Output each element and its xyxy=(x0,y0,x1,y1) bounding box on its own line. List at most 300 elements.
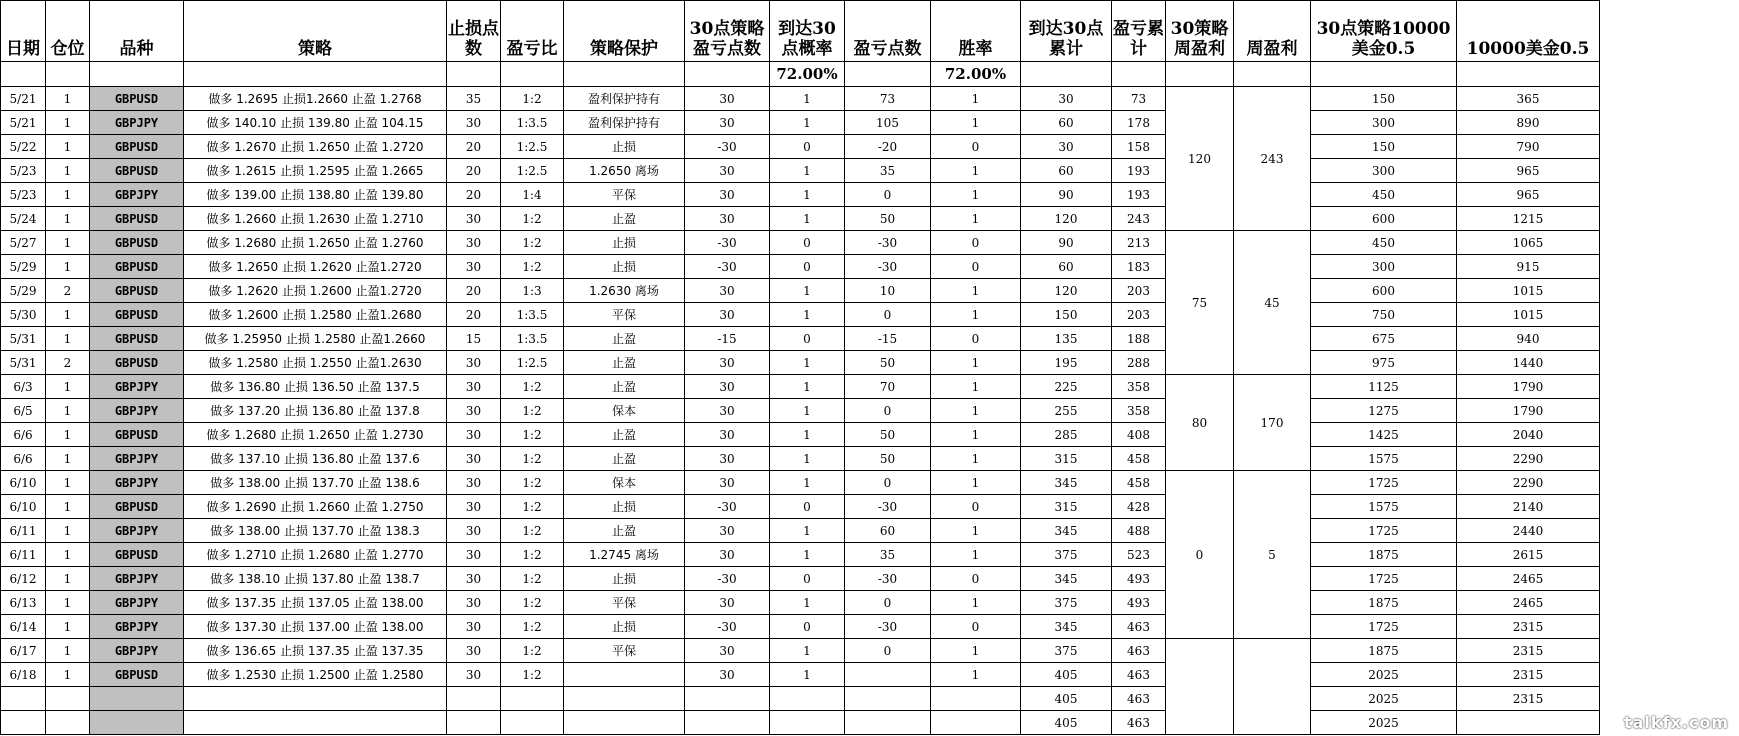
pnl-cell[interactable]: 105 xyxy=(845,111,931,135)
cum-pnl-cell[interactable]: 408 xyxy=(1112,423,1166,447)
weekly-profit-cell[interactable]: 243 xyxy=(1234,87,1311,231)
win-cell[interactable]: 1 xyxy=(931,423,1021,447)
date-cell[interactable]: 5/24 xyxy=(1,207,46,231)
column-header[interactable]: 策略保护 xyxy=(564,1,685,62)
equity-cell[interactable]: 2315 xyxy=(1457,663,1600,687)
risk-reward-cell[interactable]: 1:2 xyxy=(501,567,564,591)
equity-30-cell[interactable]: 2025 xyxy=(1311,687,1457,711)
equity-30-cell[interactable]: 600 xyxy=(1311,207,1457,231)
strategy-cell[interactable]: 做多 139.00 止损 138.80 止盈 139.80 xyxy=(184,183,447,207)
cum-30-cell[interactable]: 30 xyxy=(1021,135,1112,159)
position-cell[interactable]: 1 xyxy=(46,255,90,279)
product-cell[interactable]: GBPJPY xyxy=(90,399,184,423)
position-cell[interactable]: 1 xyxy=(46,423,90,447)
stop-loss-cell[interactable]: 30 xyxy=(447,375,501,399)
reach-30-cell[interactable]: 1 xyxy=(770,111,845,135)
summary-cell[interactable] xyxy=(184,62,447,87)
date-cell[interactable]: 5/23 xyxy=(1,159,46,183)
pnl-cell[interactable] xyxy=(845,687,931,711)
equity-cell[interactable]: 790 xyxy=(1457,135,1600,159)
weekly-profit-cell[interactable]: 45 xyxy=(1234,231,1311,375)
position-cell[interactable]: 2 xyxy=(46,351,90,375)
stop-loss-cell[interactable]: 30 xyxy=(447,639,501,663)
points-30-cell[interactable]: 30 xyxy=(685,471,770,495)
win-cell[interactable]: 1 xyxy=(931,519,1021,543)
cum-pnl-cell[interactable]: 493 xyxy=(1112,591,1166,615)
pnl-cell[interactable]: 0 xyxy=(845,639,931,663)
stop-loss-cell[interactable]: 30 xyxy=(447,591,501,615)
protection-cell[interactable]: 1.2745 离场 xyxy=(564,543,685,567)
equity-cell[interactable]: 2290 xyxy=(1457,447,1600,471)
risk-reward-cell[interactable]: 1:2 xyxy=(501,615,564,639)
cum-30-cell[interactable]: 90 xyxy=(1021,183,1112,207)
risk-reward-cell[interactable]: 1:4 xyxy=(501,183,564,207)
reach-30-cell[interactable]: 1 xyxy=(770,447,845,471)
pnl-cell[interactable]: 60 xyxy=(845,519,931,543)
risk-reward-cell[interactable]: 1:2 xyxy=(501,399,564,423)
cum-pnl-cell[interactable]: 358 xyxy=(1112,399,1166,423)
column-header[interactable]: 盈亏累计 xyxy=(1112,1,1166,62)
risk-reward-cell[interactable] xyxy=(501,711,564,735)
strategy-cell[interactable]: 做多 136.80 止损 136.50 止盈 137.5 xyxy=(184,375,447,399)
cum-30-cell[interactable]: 345 xyxy=(1021,471,1112,495)
date-cell[interactable]: 6/13 xyxy=(1,591,46,615)
equity-30-cell[interactable]: 1725 xyxy=(1311,567,1457,591)
cum-pnl-cell[interactable]: 213 xyxy=(1112,231,1166,255)
position-cell[interactable]: 1 xyxy=(46,135,90,159)
strategy-cell[interactable]: 做多 1.2695 止损1.2660 止盈 1.2768 xyxy=(184,87,447,111)
points-30-cell[interactable]: 30 xyxy=(685,663,770,687)
position-cell[interactable]: 1 xyxy=(46,591,90,615)
cum-pnl-cell[interactable]: 183 xyxy=(1112,255,1166,279)
cum-pnl-cell[interactable]: 463 xyxy=(1112,639,1166,663)
protection-cell[interactable]: 止盈 xyxy=(564,519,685,543)
reach-30-cell[interactable]: 0 xyxy=(770,255,845,279)
reach-30-cell[interactable]: 1 xyxy=(770,375,845,399)
equity-30-cell[interactable]: 300 xyxy=(1311,255,1457,279)
pnl-cell[interactable]: 10 xyxy=(845,279,931,303)
weekly-30-profit-cell[interactable]: 80 xyxy=(1166,375,1234,471)
summary-cell[interactable] xyxy=(1457,62,1600,87)
position-cell[interactable]: 1 xyxy=(46,111,90,135)
risk-reward-cell[interactable] xyxy=(501,687,564,711)
protection-cell[interactable] xyxy=(564,687,685,711)
position-cell[interactable]: 1 xyxy=(46,159,90,183)
cum-30-cell[interactable]: 405 xyxy=(1021,663,1112,687)
column-header[interactable]: 盈亏点数 xyxy=(845,1,931,62)
reach-30-cell[interactable]: 1 xyxy=(770,87,845,111)
strategy-cell[interactable]: 做多 1.2620 止损 1.2600 止盈1.2720 xyxy=(184,279,447,303)
cum-pnl-cell[interactable]: 203 xyxy=(1112,279,1166,303)
product-cell[interactable]: GBPUSD xyxy=(90,495,184,519)
stop-loss-cell[interactable]: 30 xyxy=(447,351,501,375)
stop-loss-cell[interactable]: 20 xyxy=(447,303,501,327)
pnl-cell[interactable]: 50 xyxy=(845,423,931,447)
date-cell[interactable]: 5/21 xyxy=(1,111,46,135)
pnl-cell[interactable]: -30 xyxy=(845,615,931,639)
risk-reward-cell[interactable]: 1:3.5 xyxy=(501,303,564,327)
win-cell[interactable]: 1 xyxy=(931,471,1021,495)
summary-cell[interactable] xyxy=(1,62,46,87)
win-cell[interactable]: 0 xyxy=(931,615,1021,639)
reach-30-cell[interactable] xyxy=(770,687,845,711)
points-30-cell[interactable]: -30 xyxy=(685,567,770,591)
cum-30-cell[interactable]: 345 xyxy=(1021,615,1112,639)
date-cell[interactable]: 5/31 xyxy=(1,351,46,375)
cum-pnl-cell[interactable]: 463 xyxy=(1112,663,1166,687)
strategy-cell[interactable]: 做多 1.2650 止损 1.2620 止盈1.2720 xyxy=(184,255,447,279)
win-cell[interactable] xyxy=(931,711,1021,735)
points-30-cell[interactable]: 30 xyxy=(685,159,770,183)
risk-reward-cell[interactable]: 1:2 xyxy=(501,495,564,519)
summary-cell[interactable] xyxy=(1112,62,1166,87)
date-cell[interactable]: 5/27 xyxy=(1,231,46,255)
cum-pnl-cell[interactable]: 463 xyxy=(1112,711,1166,735)
equity-cell[interactable]: 1440 xyxy=(1457,351,1600,375)
equity-30-cell[interactable]: 1875 xyxy=(1311,639,1457,663)
cum-30-cell[interactable]: 405 xyxy=(1021,711,1112,735)
product-cell[interactable]: GBPJPY xyxy=(90,447,184,471)
cum-pnl-cell[interactable]: 458 xyxy=(1112,447,1166,471)
cum-pnl-cell[interactable]: 428 xyxy=(1112,495,1166,519)
summary-cell[interactable] xyxy=(845,62,931,87)
position-cell[interactable]: 1 xyxy=(46,207,90,231)
weekly-30-profit-cell[interactable] xyxy=(1166,639,1234,735)
points-30-cell[interactable]: 30 xyxy=(685,207,770,231)
reach-30-cell[interactable]: 1 xyxy=(770,183,845,207)
points-30-cell[interactable]: 30 xyxy=(685,375,770,399)
position-cell[interactable]: 1 xyxy=(46,303,90,327)
position-cell[interactable]: 1 xyxy=(46,447,90,471)
date-cell[interactable]: 5/30 xyxy=(1,303,46,327)
date-cell[interactable]: 5/21 xyxy=(1,87,46,111)
stop-loss-cell[interactable]: 30 xyxy=(447,231,501,255)
pnl-cell[interactable]: 0 xyxy=(845,399,931,423)
stop-loss-cell[interactable]: 30 xyxy=(447,543,501,567)
reach-30-cell[interactable]: 0 xyxy=(770,231,845,255)
cum-30-cell[interactable]: 60 xyxy=(1021,255,1112,279)
pnl-cell[interactable]: 0 xyxy=(845,591,931,615)
win-cell[interactable]: 1 xyxy=(931,87,1021,111)
strategy-cell[interactable]: 做多 1.25950 止损 1.2580 止盈1.2660 xyxy=(184,327,447,351)
win-cell[interactable]: 1 xyxy=(931,303,1021,327)
equity-cell[interactable]: 2140 xyxy=(1457,495,1600,519)
reach-30-cell[interactable]: 1 xyxy=(770,639,845,663)
cum-30-cell[interactable]: 315 xyxy=(1021,447,1112,471)
equity-30-cell[interactable]: 1875 xyxy=(1311,543,1457,567)
product-cell[interactable] xyxy=(90,687,184,711)
equity-30-cell[interactable]: 300 xyxy=(1311,111,1457,135)
reach-30-cell[interactable]: 1 xyxy=(770,303,845,327)
equity-30-cell[interactable]: 1575 xyxy=(1311,447,1457,471)
position-cell[interactable]: 1 xyxy=(46,87,90,111)
summary-cell[interactable] xyxy=(447,62,501,87)
strategy-cell[interactable]: 做多 1.2690 止损 1.2660 止盈 1.2750 xyxy=(184,495,447,519)
cum-30-cell[interactable]: 375 xyxy=(1021,591,1112,615)
weekly-30-profit-cell[interactable]: 75 xyxy=(1166,231,1234,375)
win-cell[interactable]: 0 xyxy=(931,327,1021,351)
cum-pnl-cell[interactable]: 463 xyxy=(1112,687,1166,711)
stop-loss-cell[interactable]: 20 xyxy=(447,279,501,303)
protection-cell[interactable]: 止损 xyxy=(564,615,685,639)
date-cell[interactable]: 5/23 xyxy=(1,183,46,207)
risk-reward-cell[interactable]: 1:2 xyxy=(501,375,564,399)
column-header[interactable]: 胜率 xyxy=(931,1,1021,62)
product-cell[interactable]: GBPUSD xyxy=(90,279,184,303)
column-header[interactable]: 策略 xyxy=(184,1,447,62)
points-30-cell[interactable]: -30 xyxy=(685,255,770,279)
cum-30-cell[interactable]: 315 xyxy=(1021,495,1112,519)
points-30-cell[interactable]: 30 xyxy=(685,519,770,543)
equity-cell[interactable]: 2615 xyxy=(1457,543,1600,567)
points-30-cell[interactable]: 30 xyxy=(685,303,770,327)
stop-loss-cell[interactable]: 30 xyxy=(447,471,501,495)
strategy-cell[interactable]: 做多 1.2530 止损 1.2500 止盈 1.2580 xyxy=(184,663,447,687)
reach-30-cell[interactable]: 0 xyxy=(770,495,845,519)
product-cell[interactable]: GBPUSD xyxy=(90,663,184,687)
risk-reward-cell[interactable]: 1:2.5 xyxy=(501,351,564,375)
date-cell[interactable]: 5/29 xyxy=(1,255,46,279)
equity-cell[interactable]: 1790 xyxy=(1457,399,1600,423)
equity-cell[interactable]: 965 xyxy=(1457,159,1600,183)
equity-cell[interactable]: 965 xyxy=(1457,183,1600,207)
equity-30-cell[interactable]: 1725 xyxy=(1311,519,1457,543)
cum-30-cell[interactable]: 345 xyxy=(1021,519,1112,543)
protection-cell[interactable]: 1.2630 离场 xyxy=(564,279,685,303)
cum-30-cell[interactable]: 375 xyxy=(1021,639,1112,663)
equity-30-cell[interactable]: 150 xyxy=(1311,135,1457,159)
position-cell[interactable]: 1 xyxy=(46,231,90,255)
reach-30-cell[interactable]: 0 xyxy=(770,327,845,351)
win-cell[interactable]: 1 xyxy=(931,159,1021,183)
pnl-cell[interactable]: 50 xyxy=(845,447,931,471)
product-cell[interactable]: GBPJPY xyxy=(90,111,184,135)
protection-cell[interactable]: 止盈 xyxy=(564,375,685,399)
strategy-cell[interactable] xyxy=(184,711,447,735)
weekly-30-profit-cell[interactable]: 0 xyxy=(1166,471,1234,639)
equity-30-cell[interactable]: 1275 xyxy=(1311,399,1457,423)
reach-30-cell[interactable]: 1 xyxy=(770,351,845,375)
strategy-cell[interactable]: 做多 1.2660 止损 1.2630 止盈 1.2710 xyxy=(184,207,447,231)
reach-30-cell[interactable]: 0 xyxy=(770,615,845,639)
product-cell[interactable]: GBPUSD xyxy=(90,351,184,375)
column-header[interactable]: 30策略周盈利 xyxy=(1166,1,1234,62)
points-30-cell[interactable]: -15 xyxy=(685,327,770,351)
risk-reward-cell[interactable]: 1:2 xyxy=(501,639,564,663)
weekly-30-profit-cell[interactable]: 120 xyxy=(1166,87,1234,231)
stop-loss-cell[interactable]: 30 xyxy=(447,399,501,423)
risk-reward-cell[interactable]: 1:2 xyxy=(501,87,564,111)
date-cell[interactable]: 5/29 xyxy=(1,279,46,303)
stop-loss-cell[interactable]: 30 xyxy=(447,663,501,687)
column-header[interactable]: 盈亏比 xyxy=(501,1,564,62)
strategy-cell[interactable]: 做多 1.2615 止损 1.2595 止盈 1.2665 xyxy=(184,159,447,183)
equity-cell[interactable]: 2440 xyxy=(1457,519,1600,543)
cum-pnl-cell[interactable]: 158 xyxy=(1112,135,1166,159)
reach-30-cell[interactable]: 1 xyxy=(770,519,845,543)
stop-loss-cell[interactable]: 30 xyxy=(447,615,501,639)
pnl-cell[interactable]: -30 xyxy=(845,231,931,255)
protection-cell[interactable]: 平保 xyxy=(564,183,685,207)
stop-loss-cell[interactable]: 30 xyxy=(447,567,501,591)
column-header[interactable]: 到达30点概率 xyxy=(770,1,845,62)
protection-cell[interactable]: 1.2650 离场 xyxy=(564,159,685,183)
risk-reward-cell[interactable]: 1:2.5 xyxy=(501,159,564,183)
risk-reward-cell[interactable]: 1:2 xyxy=(501,663,564,687)
win-cell[interactable]: 0 xyxy=(931,231,1021,255)
win-cell[interactable]: 1 xyxy=(931,447,1021,471)
pnl-cell[interactable]: -20 xyxy=(845,135,931,159)
stop-loss-cell[interactable]: 30 xyxy=(447,207,501,231)
risk-reward-cell[interactable]: 1:2 xyxy=(501,591,564,615)
equity-30-cell[interactable]: 750 xyxy=(1311,303,1457,327)
cum-30-cell[interactable]: 345 xyxy=(1021,567,1112,591)
pnl-cell[interactable]: 0 xyxy=(845,303,931,327)
reach-30-cell[interactable]: 1 xyxy=(770,279,845,303)
win-cell[interactable]: 1 xyxy=(931,543,1021,567)
equity-cell[interactable]: 2315 xyxy=(1457,615,1600,639)
protection-cell[interactable]: 止盈 xyxy=(564,447,685,471)
stop-loss-cell[interactable] xyxy=(447,711,501,735)
position-cell[interactable]: 1 xyxy=(46,327,90,351)
win-cell[interactable]: 1 xyxy=(931,183,1021,207)
win-cell[interactable]: 1 xyxy=(931,111,1021,135)
reach-30-cell[interactable]: 0 xyxy=(770,135,845,159)
cum-30-cell[interactable]: 30 xyxy=(1021,87,1112,111)
risk-reward-cell[interactable]: 1:3.5 xyxy=(501,111,564,135)
strategy-cell[interactable]: 做多 138.00 止损 137.70 止盈 138.6 xyxy=(184,471,447,495)
cum-pnl-cell[interactable]: 493 xyxy=(1112,567,1166,591)
cum-30-cell[interactable]: 255 xyxy=(1021,399,1112,423)
win-cell[interactable]: 0 xyxy=(931,567,1021,591)
risk-reward-cell[interactable]: 1:2 xyxy=(501,447,564,471)
equity-30-cell[interactable]: 450 xyxy=(1311,183,1457,207)
product-cell[interactable]: GBPUSD xyxy=(90,255,184,279)
cum-pnl-cell[interactable]: 523 xyxy=(1112,543,1166,567)
summary-cell[interactable] xyxy=(1021,62,1112,87)
win-cell[interactable]: 0 xyxy=(931,255,1021,279)
date-cell[interactable]: 6/17 xyxy=(1,639,46,663)
cum-pnl-cell[interactable]: 188 xyxy=(1112,327,1166,351)
win-cell[interactable] xyxy=(931,687,1021,711)
summary-cell[interactable] xyxy=(564,62,685,87)
position-cell[interactable]: 1 xyxy=(46,399,90,423)
pnl-cell[interactable]: -30 xyxy=(845,255,931,279)
stop-loss-cell[interactable]: 30 xyxy=(447,447,501,471)
equity-30-cell[interactable]: 1875 xyxy=(1311,591,1457,615)
product-cell[interactable]: GBPJPY xyxy=(90,375,184,399)
protection-cell[interactable] xyxy=(564,663,685,687)
product-cell[interactable]: GBPUSD xyxy=(90,327,184,351)
strategy-cell[interactable]: 做多 137.30 止损 137.00 止盈 138.00 xyxy=(184,615,447,639)
equity-30-cell[interactable]: 450 xyxy=(1311,231,1457,255)
points-30-cell[interactable]: 30 xyxy=(685,279,770,303)
product-cell[interactable]: GBPUSD xyxy=(90,423,184,447)
points-30-cell[interactable] xyxy=(685,711,770,735)
reach-30-cell[interactable]: 1 xyxy=(770,663,845,687)
equity-cell[interactable]: 2465 xyxy=(1457,567,1600,591)
date-cell[interactable]: 6/14 xyxy=(1,615,46,639)
protection-cell[interactable]: 盈利保护持有 xyxy=(564,87,685,111)
reach-30-cell[interactable] xyxy=(770,711,845,735)
position-cell[interactable]: 1 xyxy=(46,543,90,567)
cum-pnl-cell[interactable]: 358 xyxy=(1112,375,1166,399)
points-30-cell[interactable]: -30 xyxy=(685,231,770,255)
risk-reward-cell[interactable]: 1:2 xyxy=(501,543,564,567)
date-cell[interactable]: 6/11 xyxy=(1,519,46,543)
column-header[interactable]: 仓位 xyxy=(46,1,90,62)
strategy-cell[interactable]: 做多 1.2680 止损 1.2650 止盈 1.2730 xyxy=(184,423,447,447)
column-header[interactable]: 10000美金0.5 xyxy=(1457,1,1600,62)
date-cell[interactable] xyxy=(1,687,46,711)
column-header[interactable]: 到达30点累计 xyxy=(1021,1,1112,62)
product-cell[interactable] xyxy=(90,711,184,735)
points-30-cell[interactable]: 30 xyxy=(685,639,770,663)
win-cell[interactable]: 0 xyxy=(931,495,1021,519)
reach-30-cell[interactable]: 1 xyxy=(770,543,845,567)
points-30-cell[interactable]: 30 xyxy=(685,111,770,135)
date-cell[interactable]: 6/6 xyxy=(1,423,46,447)
reach-probability-cell[interactable]: 72.00% xyxy=(770,62,845,87)
summary-cell[interactable] xyxy=(90,62,184,87)
product-cell[interactable]: GBPUSD xyxy=(90,303,184,327)
win-cell[interactable]: 1 xyxy=(931,663,1021,687)
protection-cell[interactable]: 止损 xyxy=(564,135,685,159)
equity-30-cell[interactable]: 2025 xyxy=(1311,663,1457,687)
cum-30-cell[interactable]: 195 xyxy=(1021,351,1112,375)
pnl-cell[interactable]: 50 xyxy=(845,207,931,231)
equity-30-cell[interactable]: 1725 xyxy=(1311,471,1457,495)
stop-loss-cell[interactable]: 15 xyxy=(447,327,501,351)
protection-cell[interactable]: 平保 xyxy=(564,303,685,327)
product-cell[interactable]: GBPUSD xyxy=(90,231,184,255)
points-30-cell[interactable]: 30 xyxy=(685,87,770,111)
stop-loss-cell[interactable]: 30 xyxy=(447,495,501,519)
win-cell[interactable]: 1 xyxy=(931,399,1021,423)
column-header[interactable]: 止损点数 xyxy=(447,1,501,62)
strategy-cell[interactable]: 做多 137.20 止损 136.80 止盈 137.8 xyxy=(184,399,447,423)
equity-cell[interactable]: 2040 xyxy=(1457,423,1600,447)
strategy-cell[interactable]: 做多 138.00 止损 137.70 止盈 138.3 xyxy=(184,519,447,543)
win-cell[interactable]: 1 xyxy=(931,279,1021,303)
equity-cell[interactable]: 1790 xyxy=(1457,375,1600,399)
strategy-cell[interactable]: 做多 140.10 止损 139.80 止盈 104.15 xyxy=(184,111,447,135)
product-cell[interactable]: GBPUSD xyxy=(90,543,184,567)
equity-cell[interactable] xyxy=(1457,711,1600,735)
win-cell[interactable]: 1 xyxy=(931,375,1021,399)
strategy-cell[interactable]: 做多 1.2670 止损 1.2650 止盈 1.2720 xyxy=(184,135,447,159)
protection-cell[interactable]: 盈利保护持有 xyxy=(564,111,685,135)
summary-cell[interactable] xyxy=(501,62,564,87)
points-30-cell[interactable]: 30 xyxy=(685,447,770,471)
cum-pnl-cell[interactable]: 488 xyxy=(1112,519,1166,543)
points-30-cell[interactable]: 30 xyxy=(685,399,770,423)
equity-30-cell[interactable]: 600 xyxy=(1311,279,1457,303)
product-cell[interactable]: GBPJPY xyxy=(90,183,184,207)
position-cell[interactable]: 1 xyxy=(46,639,90,663)
column-header[interactable]: 周盈利 xyxy=(1234,1,1311,62)
product-cell[interactable]: GBPUSD xyxy=(90,159,184,183)
date-cell[interactable]: 6/3 xyxy=(1,375,46,399)
product-cell[interactable]: GBPJPY xyxy=(90,591,184,615)
reach-30-cell[interactable]: 1 xyxy=(770,207,845,231)
points-30-cell[interactable]: 30 xyxy=(685,351,770,375)
equity-30-cell[interactable]: 675 xyxy=(1311,327,1457,351)
reach-30-cell[interactable]: 1 xyxy=(770,471,845,495)
equity-cell[interactable]: 915 xyxy=(1457,255,1600,279)
position-cell[interactable]: 1 xyxy=(46,663,90,687)
protection-cell[interactable] xyxy=(564,711,685,735)
